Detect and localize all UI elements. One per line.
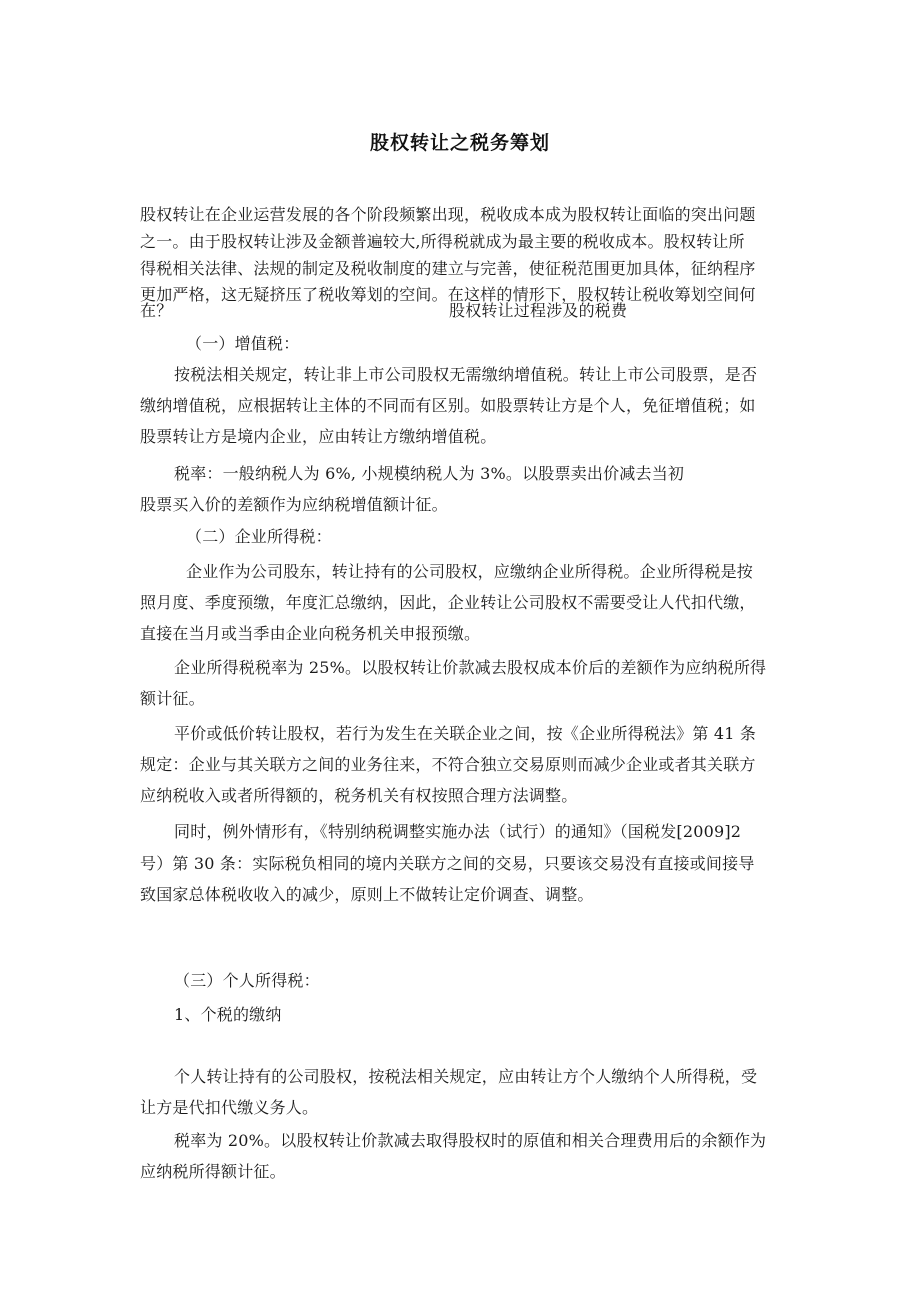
pit-para2-line: 税率为 20%。以股权转让价款减去取得股权时的原值和相关合理费用后的余额作为: [174, 1131, 767, 1150]
intro-line: 股权转让在企业运营发展的各个阶段频繁出现，税收成本成为股权转让面临的突出问题: [140, 205, 756, 224]
pit-para1-line: 个人转让持有的公司股权，按税法相关规定，应由转让方个人缴纳个人所得税，受: [174, 1067, 758, 1086]
intro-line: 之一。由于股权转让涉及金额普遍较大,所得税就成为最主要的税收成本。股权转让所: [140, 232, 745, 251]
pit-para1-line: 让方是代扣代缴义务人。: [140, 1098, 319, 1117]
cit-para1-line: 照月度、季度预缴，年度汇总缴纳，因此，企业转让公司股权不需要受让人代扣代缴，: [140, 593, 756, 612]
document-title: 股权转让之税务筹划: [369, 132, 550, 154]
cit-para2-line: 企业所得税税率为 25%。以股权转让价款减去股权成本价后的差额作为应纳税所得: [174, 658, 767, 677]
cit-para4-line: 致国家总体税收收入的减少，原则上不做转让定价调查、调整。: [140, 885, 594, 904]
cit-para3-line: 规定：企业与其关联方之间的业务往来，不符合独立交易原则而减少企业或者其关联方: [140, 755, 756, 774]
cit-para3-line: 平价或低价转让股权，若行为发生在关联企业之间，按《企业所得税法》第 41 条: [174, 724, 757, 743]
cit-heading: （二）企业所得税：: [186, 527, 332, 546]
vat-para1-line: 缴纳增值税，应根据转让主体的不同而有区别。如股票转让方是个人，免征增值税；如: [140, 396, 756, 415]
vat-heading: （一）增值税：: [186, 334, 300, 353]
cit-para1-line: 直接在当月或当季由企业向税务机关申报预缴。: [140, 624, 481, 643]
cit-para4-line: 同时，例外情形有，《特别纳税调整实施办法（试行）的通知》（国税发[2009]2: [174, 822, 742, 841]
vat-para2-line: 股票买入价的差额作为应纳税增值额计征。: [140, 495, 448, 514]
cit-para4-line: 号）第 30 条：实际税负相同的境内关联方之间的交易，只要该交易没有直接或间接导: [140, 854, 755, 873]
pit-heading: （三）个人所得税：: [174, 971, 320, 990]
cit-para2-line: 额计征。: [140, 689, 205, 708]
vat-para1-line: 按税法相关规定，转让非上市公司股权无需缴纳增值税。转让上市公司股票，是否: [174, 365, 758, 384]
intro-line: 得税相关法律、法规的制定及税收制度的建立与完善，使征税范围更加具体，征纳程序: [140, 259, 756, 278]
cit-para3-line: 应纳税收入或者所得额的，税务机关有权按照合理方法调整。: [140, 786, 578, 805]
vat-para2-line: 税率：一般纳税人为 6%, 小规模纳税人为 3%。以股票卖出价减去当初: [174, 464, 685, 483]
intro-line: 在？: [140, 301, 173, 320]
section-heading: 股权转让过程涉及的税费: [449, 301, 628, 320]
intro-line: 更加严格，这无疑挤压了税收筹划的空间。在这样的情形下，股权转让税收筹划空间何: [140, 285, 756, 304]
pit-para2-line: 应纳税所得额计征。: [140, 1162, 286, 1181]
vat-para1-line: 股票转让方是境内企业，应由转让方缴纳增值税。: [140, 427, 497, 446]
pit-subheading: 1、个税的缴纳: [174, 1005, 282, 1024]
cit-para1-line: 企业作为公司股东，转让持有的公司股权，应缴纳企业所得税。企业所得税是按: [186, 562, 754, 581]
